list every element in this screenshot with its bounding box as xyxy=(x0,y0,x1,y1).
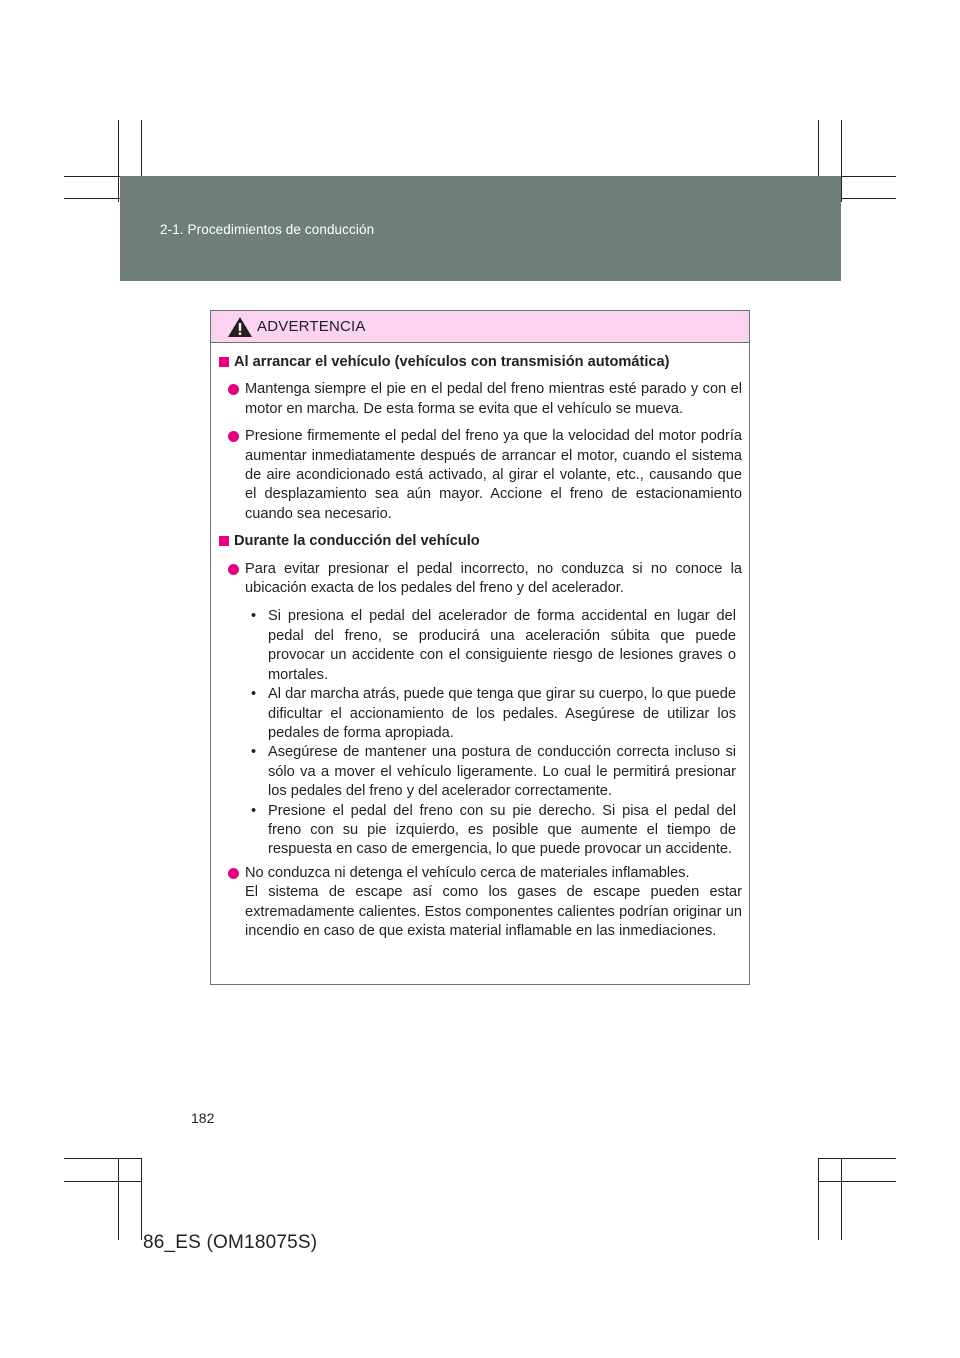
list-item-text: Mantenga siempre el pie en el pedal del freno mientras esté parado y con el motor en marcha. De esta forma se evita que el vehículo se mueva. xyxy=(245,381,742,417)
crop-mark xyxy=(64,1158,142,1159)
circle-bullet-icon xyxy=(228,564,239,575)
crop-mark xyxy=(818,1181,896,1182)
list-item-line: No conduzca ni detenga el vehículo cerca de materiales inflamables. xyxy=(245,864,690,881)
warning-box xyxy=(210,310,750,985)
list-item xyxy=(219,427,742,524)
circle-bullet-icon xyxy=(228,384,239,395)
bullet-mark: • xyxy=(251,802,257,819)
circle-bullet-icon xyxy=(228,868,239,879)
square-bullet-icon xyxy=(219,357,229,367)
sub-list xyxy=(249,607,742,859)
list-item-text: Presione firmemente el pedal del freno ya que la velocidad del motor podría aumentar inmediatamente después de arrancar el motor, cuando el sistema de aire acondicionado está activado, al girar el volante, etc., causando que el desplazamiento sea aún mayor. Accione el freno de estacionamiento cuando sea necesario. xyxy=(245,428,742,522)
section-heading xyxy=(219,532,742,551)
sub-item-text: Presione el pedal del freno con su pie derecho. Si pisa el pedal del freno con su pie izquierdo, es posible que aumente el tiempo de respuesta en caso de emergencia, lo que puede provocar un accidente. xyxy=(268,802,736,858)
crop-mark xyxy=(818,1158,896,1159)
warning-body xyxy=(211,343,749,941)
document-code: 86_ES (OM18075S) xyxy=(143,1232,318,1253)
section-title: 2-1. Procedimientos de conducción xyxy=(160,222,375,237)
sub-item-text: Si presiona el pedal del acelerador de forma accidental en lugar del pedal del freno, se producirá una aceleración súbita que puede provocar un accidente con el consiguiente riesgo de lesiones graves o mortales. xyxy=(268,608,736,683)
sub-item xyxy=(249,685,736,743)
crop-mark xyxy=(118,1158,119,1240)
sub-item xyxy=(249,802,736,860)
square-bullet-icon xyxy=(219,536,229,546)
section-heading xyxy=(219,353,742,372)
list-item-text xyxy=(245,864,742,942)
list-item xyxy=(219,560,742,599)
crop-mark xyxy=(141,1158,142,1240)
crop-mark xyxy=(818,1158,819,1240)
section-heading-text: Al arrancar el vehículo (vehículos con transmisión automática) xyxy=(234,354,670,370)
list-item-line: El sistema de escape así como los gases de escape pueden estar extremadamente calientes. Estos componentes calientes podrían originar un incendio en caso de que exista material inflamable en las inmediaciones. xyxy=(245,884,742,939)
warning-header xyxy=(211,311,749,343)
list-item xyxy=(219,864,742,942)
list-item xyxy=(219,380,742,419)
bullet-mark: • xyxy=(251,686,257,703)
crop-mark xyxy=(841,120,842,202)
circle-bullet-icon xyxy=(228,431,239,442)
section-heading-text: Durante la conducción del vehículo xyxy=(234,533,480,550)
warning-title: ADVERTENCIA xyxy=(257,318,366,335)
sub-item xyxy=(249,607,736,685)
bullet-mark: • xyxy=(251,608,257,625)
warning-triangle-icon xyxy=(227,316,253,338)
crop-mark xyxy=(841,1158,842,1240)
crop-mark xyxy=(118,120,119,202)
sub-item-text: Asegúrese de mantener una postura de conducción correcta incluso si sólo va a mover el vehículo ligeramente. Lo cual le permitirá presionar los pedales del freno y del acelerador correctamente. xyxy=(268,744,736,800)
list-item-text: Para evitar presionar el pedal incorrecto, no conduzca si no conoce la ubicación exacta de los pedales del freno y del acelerador. xyxy=(245,560,742,597)
bullet-mark: • xyxy=(251,744,257,761)
page-number: 182 xyxy=(191,1110,215,1126)
sub-item xyxy=(249,743,736,801)
crop-mark xyxy=(64,1181,142,1182)
sub-item-text: Al dar marcha atrás, puede que tenga que girar su cuerpo, lo que puede dificultar el accionamiento de los pedales. Asegúrese de utilizar los pedales de forma apropiada. xyxy=(268,686,736,741)
